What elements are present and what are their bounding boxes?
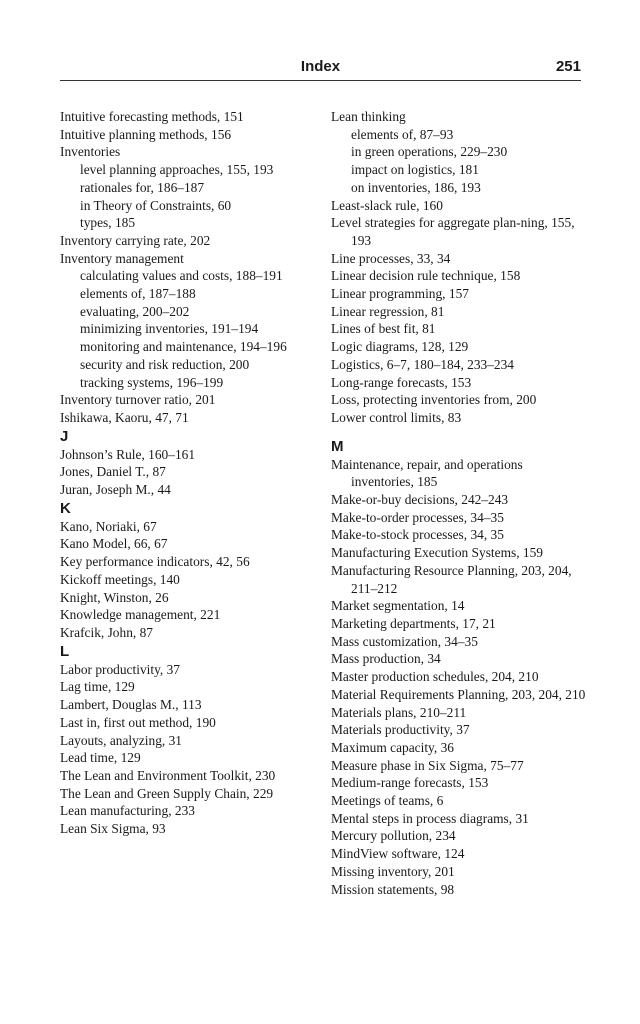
index-entry: Make-to-order processes, 34–35 [331,509,504,525]
index-entry: Master production schedules, 204, 210 [331,669,539,685]
index-subentry: monitoring and maintenance, 194–196 [80,339,287,355]
index-subentry: elements of, 87–93 [351,126,454,142]
index-entry: Mass customization, 34–35 [331,633,478,649]
index-column-right [331,108,586,898]
index-entry: Manufacturing Resource Planning, 203, 204, 211–212 [331,562,572,596]
index-entry: Lean thinking [331,109,406,124]
index-entry: Logistics, 6–7, 180–184, 233–234 [331,356,515,372]
index-entry: Intuitive planning methods, 156 [60,126,232,142]
index-subentry: types, 185 [80,215,136,231]
index-entry: Ishikawa, Kaoru, 47, 71 [60,409,189,425]
index-entry: Market segmentation, 14 [331,598,465,614]
index-entry: Material Requirements Planning, 203, 204, 210 [331,686,586,702]
index-entry: Lines of best fit, 81 [331,321,436,337]
index-entry: Last in, first out method, 190 [60,714,216,730]
index-entry: Lower control limits, 83 [331,409,462,425]
index-entry: Inventories [60,144,121,160]
page-title: Index [300,58,341,75]
index-letter-heading: J [60,427,69,445]
index-entry: Inventory turnover ratio, 201 [60,392,216,408]
index-entry: Maintenance, repair, and operations inventories, 185 [331,456,523,490]
index-entry: Mercury pollution, 234 [331,828,456,844]
index-entry: Kickoff meetings, 140 [60,571,180,587]
index-entry: Knight, Winston, 26 [60,589,169,605]
index-entry: Juran, Joseph M., 44 [60,482,171,498]
index-entry: Maximum capacity, 36 [331,739,454,755]
index-entry: Make-to-stock processes, 34, 35 [331,527,504,543]
index-subentry: calculating values and costs, 188–191 [80,268,283,284]
index-entry: Linear programming, 157 [331,286,469,302]
index-letter-heading: K [60,499,71,517]
index-entry: Krafcik, John, 87 [60,624,153,640]
index-entry: Line processes, 33, 34 [331,250,451,266]
index-subentry: security and risk reduction, 200 [80,356,250,372]
index-subentry: tracking systems, 196–199 [80,374,224,390]
index-column-left [60,108,306,838]
index-entry: Mass production, 34 [331,651,441,667]
index-subentry: impact on logistics, 181 [351,162,479,178]
index-subentry: on inventories, 186, 193 [351,179,481,195]
index-entry: Intuitive forecasting methods, 151 [60,109,244,124]
index-subentry: elements of, 187–188 [80,286,196,302]
index-entry: Layouts, analyzing, 31 [60,732,182,748]
index-entry: Inventory carrying rate, 202 [60,232,211,248]
index-entry: Materials plans, 210–211 [331,704,467,720]
page-number: 251 [555,58,581,75]
page-header [60,56,581,81]
index-entry: Lean manufacturing, 233 [60,803,195,819]
index-entry: Lag time, 129 [60,679,135,695]
index-entry: Linear decision rule technique, 158 [331,268,521,284]
index-entry: Jones, Daniel T., 87 [60,464,166,480]
index-entry: Kano, Noriaki, 67 [60,518,157,534]
index-letter-heading: M [331,437,344,455]
index-entry: Long-range forecasts, 153 [331,374,472,390]
index-entry: Labor productivity, 37 [60,661,180,677]
index-entry: Lambert, Douglas M., 113 [60,697,202,713]
index-entry: The Lean and Green Supply Chain, 229 [60,785,274,801]
index-entry: Key performance indicators, 42, 56 [60,554,250,570]
index-entry: Make-or-buy decisions, 242–243 [331,492,509,508]
index-subentry: in Theory of Constraints, 60 [80,197,232,213]
index-entry: Missing inventory, 201 [331,863,455,879]
index-entry: Logic diagrams, 128, 129 [331,339,469,355]
index-subentry: rationales for, 186–187 [80,179,205,195]
index-entry: Lean Six Sigma, 93 [60,821,166,837]
index-letter-heading: L [60,642,70,660]
index-subentry: level planning approaches, 155, 193 [80,162,274,178]
index-entry: Lead time, 129 [60,750,141,766]
index-subentry: in green operations, 229–230 [351,144,508,160]
index-entry: Mission statements, 98 [331,881,455,897]
index-entry: Johnson’s Rule, 160–161 [60,446,196,462]
index-entry: Mental steps in process diagrams, 31 [331,810,529,826]
index-entry: Linear regression, 81 [331,303,445,319]
index-entry: Medium-range forecasts, 153 [331,775,489,791]
index-entry: Marketing departments, 17, 21 [331,615,496,631]
index-entry: Loss, protecting inventories from, 200 [331,392,537,408]
index-entry: Knowledge management, 221 [60,607,221,623]
index-entry: Meetings of teams, 6 [331,793,444,809]
index-subentry: minimizing inventories, 191–194 [80,321,259,337]
index-entry: Manufacturing Execution Systems, 159 [331,545,543,561]
index-subentry: evaluating, 200–202 [80,303,190,319]
index-entry: MindView software, 124 [331,846,465,862]
index-entry: Measure phase in Six Sigma, 75–77 [331,757,524,773]
index-entry: Least-slack rule, 160 [331,197,443,213]
index-entry: Level strategies for aggregate plan-ning, 155, 193 [331,215,575,248]
index-entry: Kano Model, 66, 67 [60,536,168,552]
index-entry: Materials productivity, 37 [331,722,470,738]
index-entry: The Lean and Environment Toolkit, 230 [60,767,276,783]
index-entry: Inventory management [60,250,184,266]
